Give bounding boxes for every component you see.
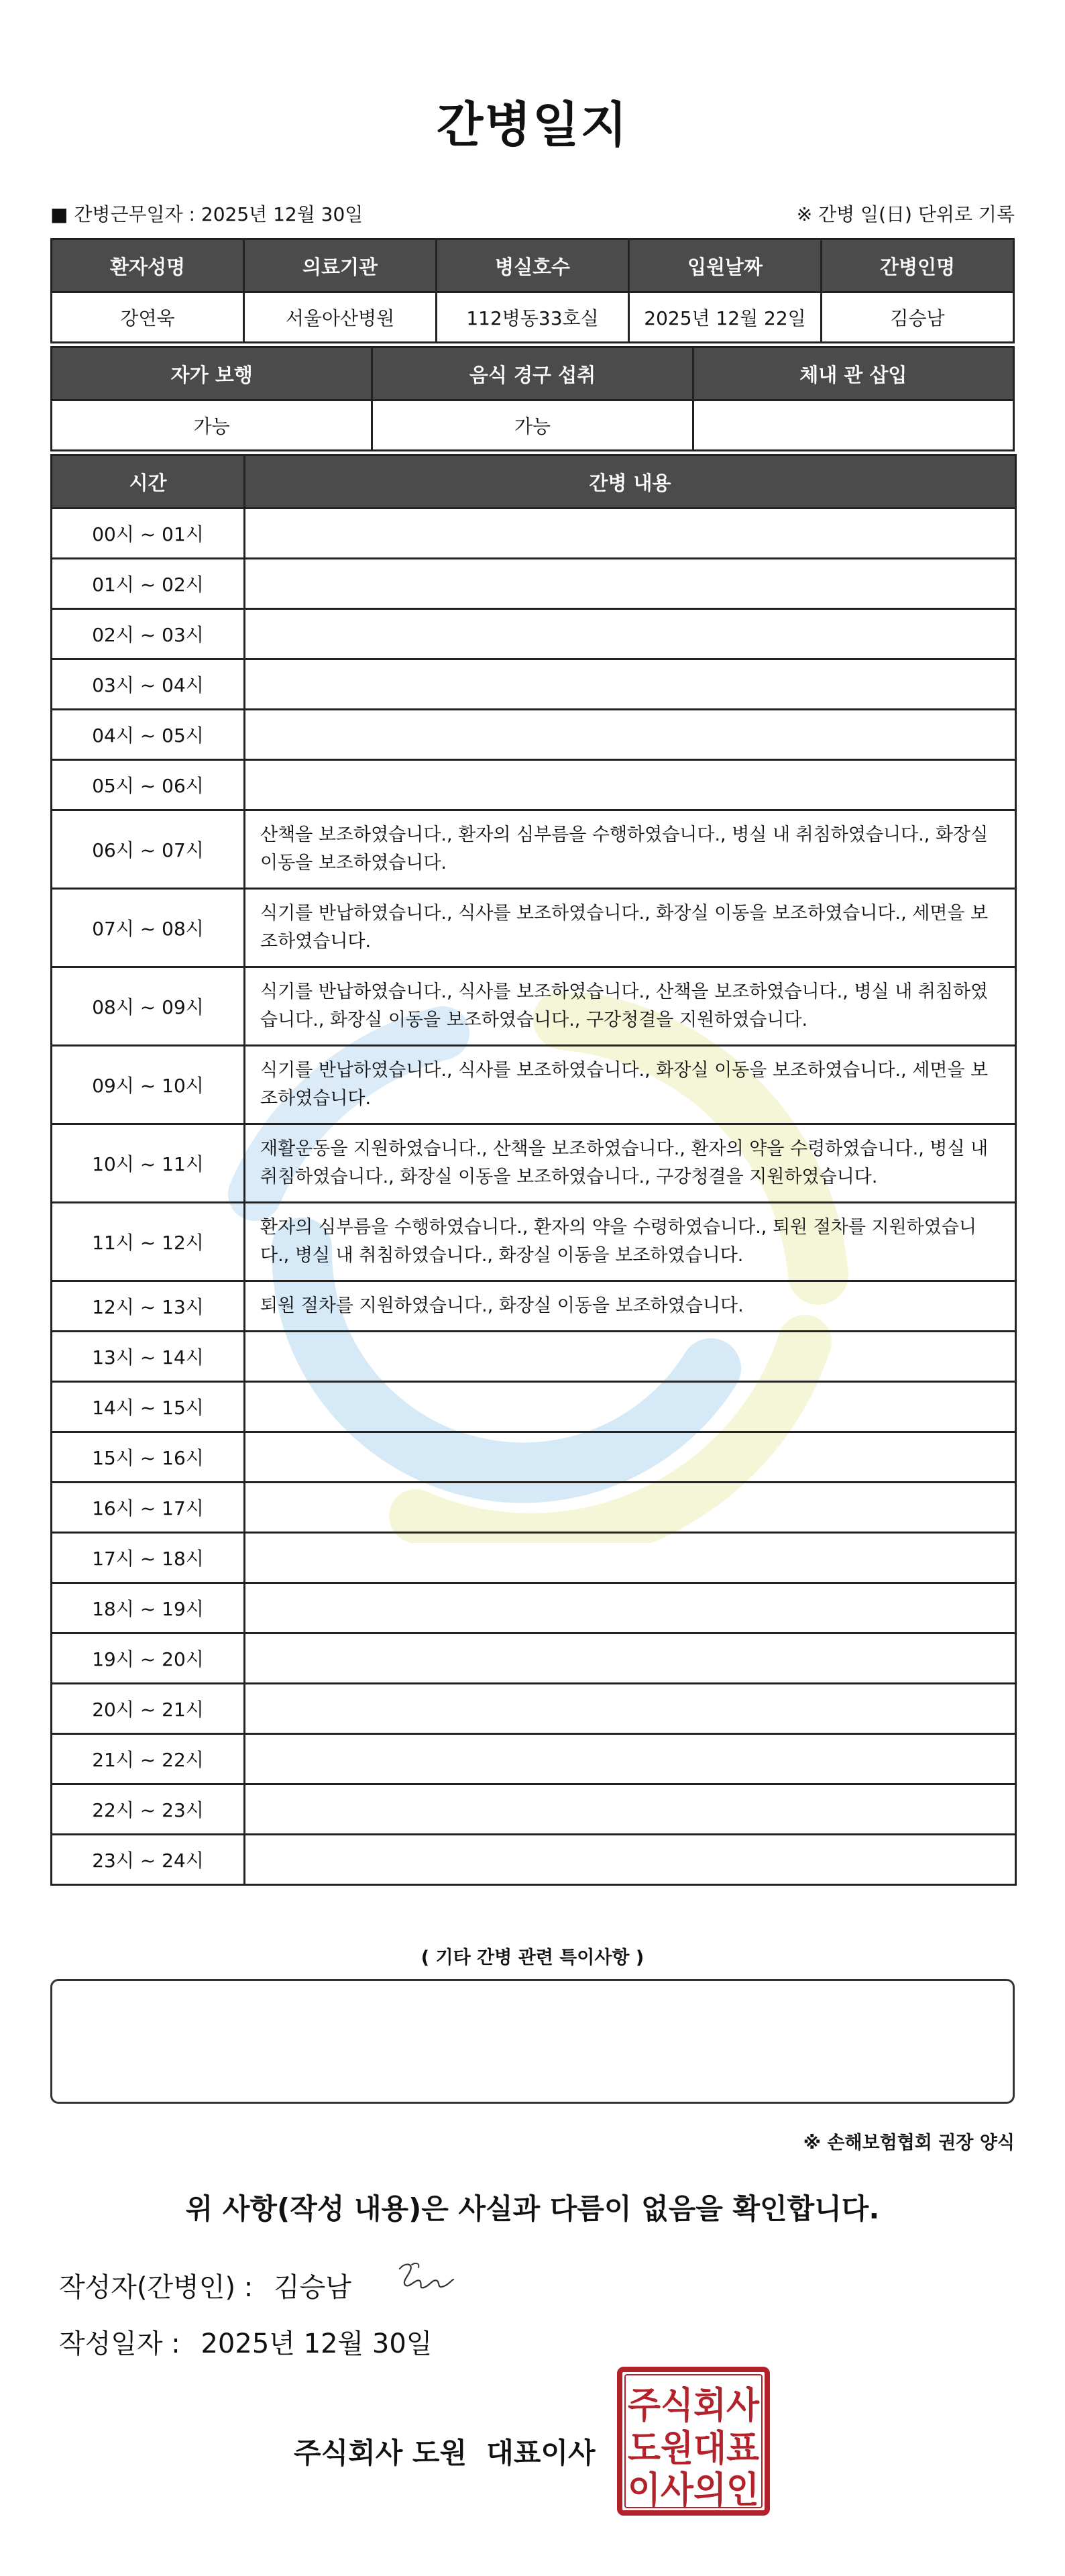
care-content bbox=[245, 1583, 1016, 1633]
schedule-row bbox=[52, 1382, 1016, 1432]
care-content bbox=[245, 1533, 1016, 1583]
time-slot: 21시 ~ 22시 bbox=[52, 1734, 245, 1784]
schedule-row bbox=[52, 1684, 1016, 1734]
hospital-name: 서울아산병원 bbox=[244, 292, 437, 343]
time-slot: 19시 ~ 20시 bbox=[52, 1633, 245, 1684]
signature-icon bbox=[396, 2258, 456, 2296]
schedule-row bbox=[52, 1483, 1016, 1533]
care-content: 산책을 보조하였습니다., 환자의 심부름을 수행하였습니다., 병실 내 취침하였습니다., 화장실 이동을 보조하였습니다. bbox=[245, 810, 1016, 889]
time-slot: 08시 ~ 09시 bbox=[52, 967, 245, 1046]
admission-date: 2025년 12월 22일 bbox=[629, 292, 822, 343]
time-slot: 07시 ~ 08시 bbox=[52, 889, 245, 967]
schedule-row bbox=[52, 1332, 1016, 1382]
time-slot: 22시 ~ 23시 bbox=[52, 1784, 245, 1835]
schedule-row bbox=[52, 1784, 1016, 1835]
care-content: 식기를 반납하였습니다., 식사를 보조하였습니다., 화장실 이동을 보조하였습니다., 세면을 보조하였습니다. bbox=[245, 1046, 1016, 1124]
header-care-content: 간병 내용 bbox=[245, 455, 1016, 508]
time-slot: 06시 ~ 07시 bbox=[52, 810, 245, 889]
time-slot: 02시 ~ 03시 bbox=[52, 609, 245, 659]
walking-status: 가능 bbox=[52, 400, 372, 451]
seal-text-line: 도원대표 bbox=[628, 2427, 759, 2469]
time-slot: 16시 ~ 17시 bbox=[52, 1483, 245, 1533]
schedule-row bbox=[52, 760, 1016, 810]
schedule-row bbox=[52, 967, 1016, 1046]
schedule-row bbox=[52, 559, 1016, 609]
written-date-line bbox=[59, 2322, 432, 2361]
care-content bbox=[245, 659, 1016, 710]
notes-box[interactable] bbox=[50, 1979, 1015, 2104]
written-date: 2025년 12월 30일 bbox=[201, 2328, 433, 2359]
time-slot: 04시 ~ 05시 bbox=[52, 710, 245, 760]
care-content bbox=[245, 710, 1016, 760]
time-slot: 05시 ~ 06시 bbox=[52, 760, 245, 810]
schedule-row bbox=[52, 508, 1016, 559]
time-slot: 13시 ~ 14시 bbox=[52, 1332, 245, 1382]
room-number: 112병동33호실 bbox=[437, 292, 629, 343]
care-content bbox=[245, 1734, 1016, 1784]
care-content bbox=[245, 1784, 1016, 1835]
schedule-row bbox=[52, 1533, 1016, 1583]
time-slot: 01시 ~ 02시 bbox=[52, 559, 245, 609]
seal-text-line: 주식회사 bbox=[628, 2384, 760, 2426]
header-tube: 체내 관 삽입 bbox=[693, 347, 1013, 400]
writer-label: 작성자(간병인) : bbox=[59, 2272, 254, 2303]
confirmation-statement: 위 사항(작성 내용)은 사실과 다름이 없음을 확인합니다. bbox=[185, 2192, 880, 2225]
header-hospital: 의료기관 bbox=[244, 239, 437, 292]
care-content bbox=[245, 1483, 1016, 1533]
time-slot: 14시 ~ 15시 bbox=[52, 1382, 245, 1432]
header-patient-name: 환자성명 bbox=[52, 239, 244, 292]
schedule-row bbox=[52, 1835, 1016, 1885]
association-note: ※ 손해보험협회 권장 양식 bbox=[803, 2133, 1015, 2153]
document-title: 간병일지 bbox=[436, 97, 629, 153]
record-unit-note: ※ 간병 일(日) 단위로 기록 bbox=[796, 203, 1015, 225]
care-content bbox=[245, 760, 1016, 810]
care-content: 퇴원 절차를 지원하였습니다., 화장실 이동을 보조하였습니다. bbox=[245, 1281, 1016, 1332]
notes-title: ( 기타 간병 관련 특이사항 ) bbox=[421, 1947, 644, 1968]
care-content: 식기를 반납하였습니다., 식사를 보조하였습니다., 산책을 보조하였습니다., 병실 내 취침하였습니다., 화장실 이동을 보조하였습니다., 구강청결을 지원하였습니다. bbox=[245, 967, 1016, 1046]
patient-status-table bbox=[50, 346, 1015, 451]
care-content bbox=[245, 508, 1016, 559]
schedule-row bbox=[52, 1734, 1016, 1784]
time-slot: 18시 ~ 19시 bbox=[52, 1583, 245, 1633]
time-slot: 00시 ~ 01시 bbox=[52, 508, 245, 559]
work-date: ■ 간병근무일자 : 2025년 12월 30일 bbox=[50, 203, 363, 225]
oral-intake-status: 가능 bbox=[372, 400, 693, 451]
care-content: 식기를 반납하였습니다., 식사를 보조하였습니다., 화장실 이동을 보조하였습니다., 세면을 보조하였습니다. bbox=[245, 889, 1016, 967]
time-slot: 17시 ~ 18시 bbox=[52, 1533, 245, 1583]
schedule-row bbox=[52, 1203, 1016, 1281]
care-content bbox=[245, 1382, 1016, 1432]
schedule-row bbox=[52, 810, 1016, 889]
schedule-row bbox=[52, 1432, 1016, 1483]
care-content bbox=[245, 1684, 1016, 1734]
care-content: 재활운동을 지원하였습니다., 산책을 보조하였습니다., 환자의 약을 수령하였습니다., 병실 내 취침하였습니다., 화장실 이동을 보조하였습니다., 구강청결을 지원하였습니다. bbox=[245, 1124, 1016, 1203]
care-content bbox=[245, 1835, 1016, 1885]
time-slot: 20시 ~ 21시 bbox=[52, 1684, 245, 1734]
company-seal-icon bbox=[617, 2367, 770, 2516]
schedule-row bbox=[52, 1124, 1016, 1203]
care-content bbox=[245, 609, 1016, 659]
time-slot: 23시 ~ 24시 bbox=[52, 1835, 245, 1885]
time-slot: 15시 ~ 16시 bbox=[52, 1432, 245, 1483]
header-caregiver: 간병인명 bbox=[822, 239, 1014, 292]
schedule-row bbox=[52, 659, 1016, 710]
care-content bbox=[245, 1332, 1016, 1382]
care-content bbox=[245, 1633, 1016, 1684]
writer-name: 김승남 bbox=[273, 2272, 351, 2303]
company-signature: 주식회사 도원 대표이사 bbox=[294, 2436, 596, 2469]
schedule-row bbox=[52, 889, 1016, 967]
schedule-row bbox=[52, 710, 1016, 760]
time-slot: 12시 ~ 13시 bbox=[52, 1281, 245, 1332]
time-slot: 03시 ~ 04시 bbox=[52, 659, 245, 710]
schedule-row bbox=[52, 609, 1016, 659]
header-admission-date: 입원날짜 bbox=[629, 239, 822, 292]
time-slot: 11시 ~ 12시 bbox=[52, 1203, 245, 1281]
seal-text-line: 이사의인 bbox=[628, 2469, 759, 2511]
header-time: 시간 bbox=[52, 455, 245, 508]
care-schedule-table bbox=[50, 454, 1017, 1886]
time-slot: 09시 ~ 10시 bbox=[52, 1046, 245, 1124]
time-slot: 10시 ~ 11시 bbox=[52, 1124, 245, 1203]
tube-status bbox=[693, 400, 1013, 451]
header-walking: 자가 보행 bbox=[52, 347, 372, 400]
schedule-row bbox=[52, 1633, 1016, 1684]
patient-info-table bbox=[50, 238, 1015, 343]
caregiver-name: 김승남 bbox=[822, 292, 1014, 343]
care-content: 환자의 심부름을 수행하였습니다., 환자의 약을 수령하였습니다., 퇴원 절차를 지원하였습니다., 병실 내 취침하였습니다., 화장실 이동을 보조하였습니다. bbox=[245, 1203, 1016, 1281]
written-date-label: 작성일자 : bbox=[59, 2328, 180, 2359]
writer-line bbox=[59, 2266, 351, 2304]
care-content bbox=[245, 1432, 1016, 1483]
schedule-row bbox=[52, 1046, 1016, 1124]
schedule-row bbox=[52, 1281, 1016, 1332]
header-oral-intake: 음식 경구 섭취 bbox=[372, 347, 693, 400]
patient-name: 강연욱 bbox=[52, 292, 244, 343]
care-content bbox=[245, 559, 1016, 609]
header-room: 병실호수 bbox=[437, 239, 629, 292]
schedule-row bbox=[52, 1583, 1016, 1633]
